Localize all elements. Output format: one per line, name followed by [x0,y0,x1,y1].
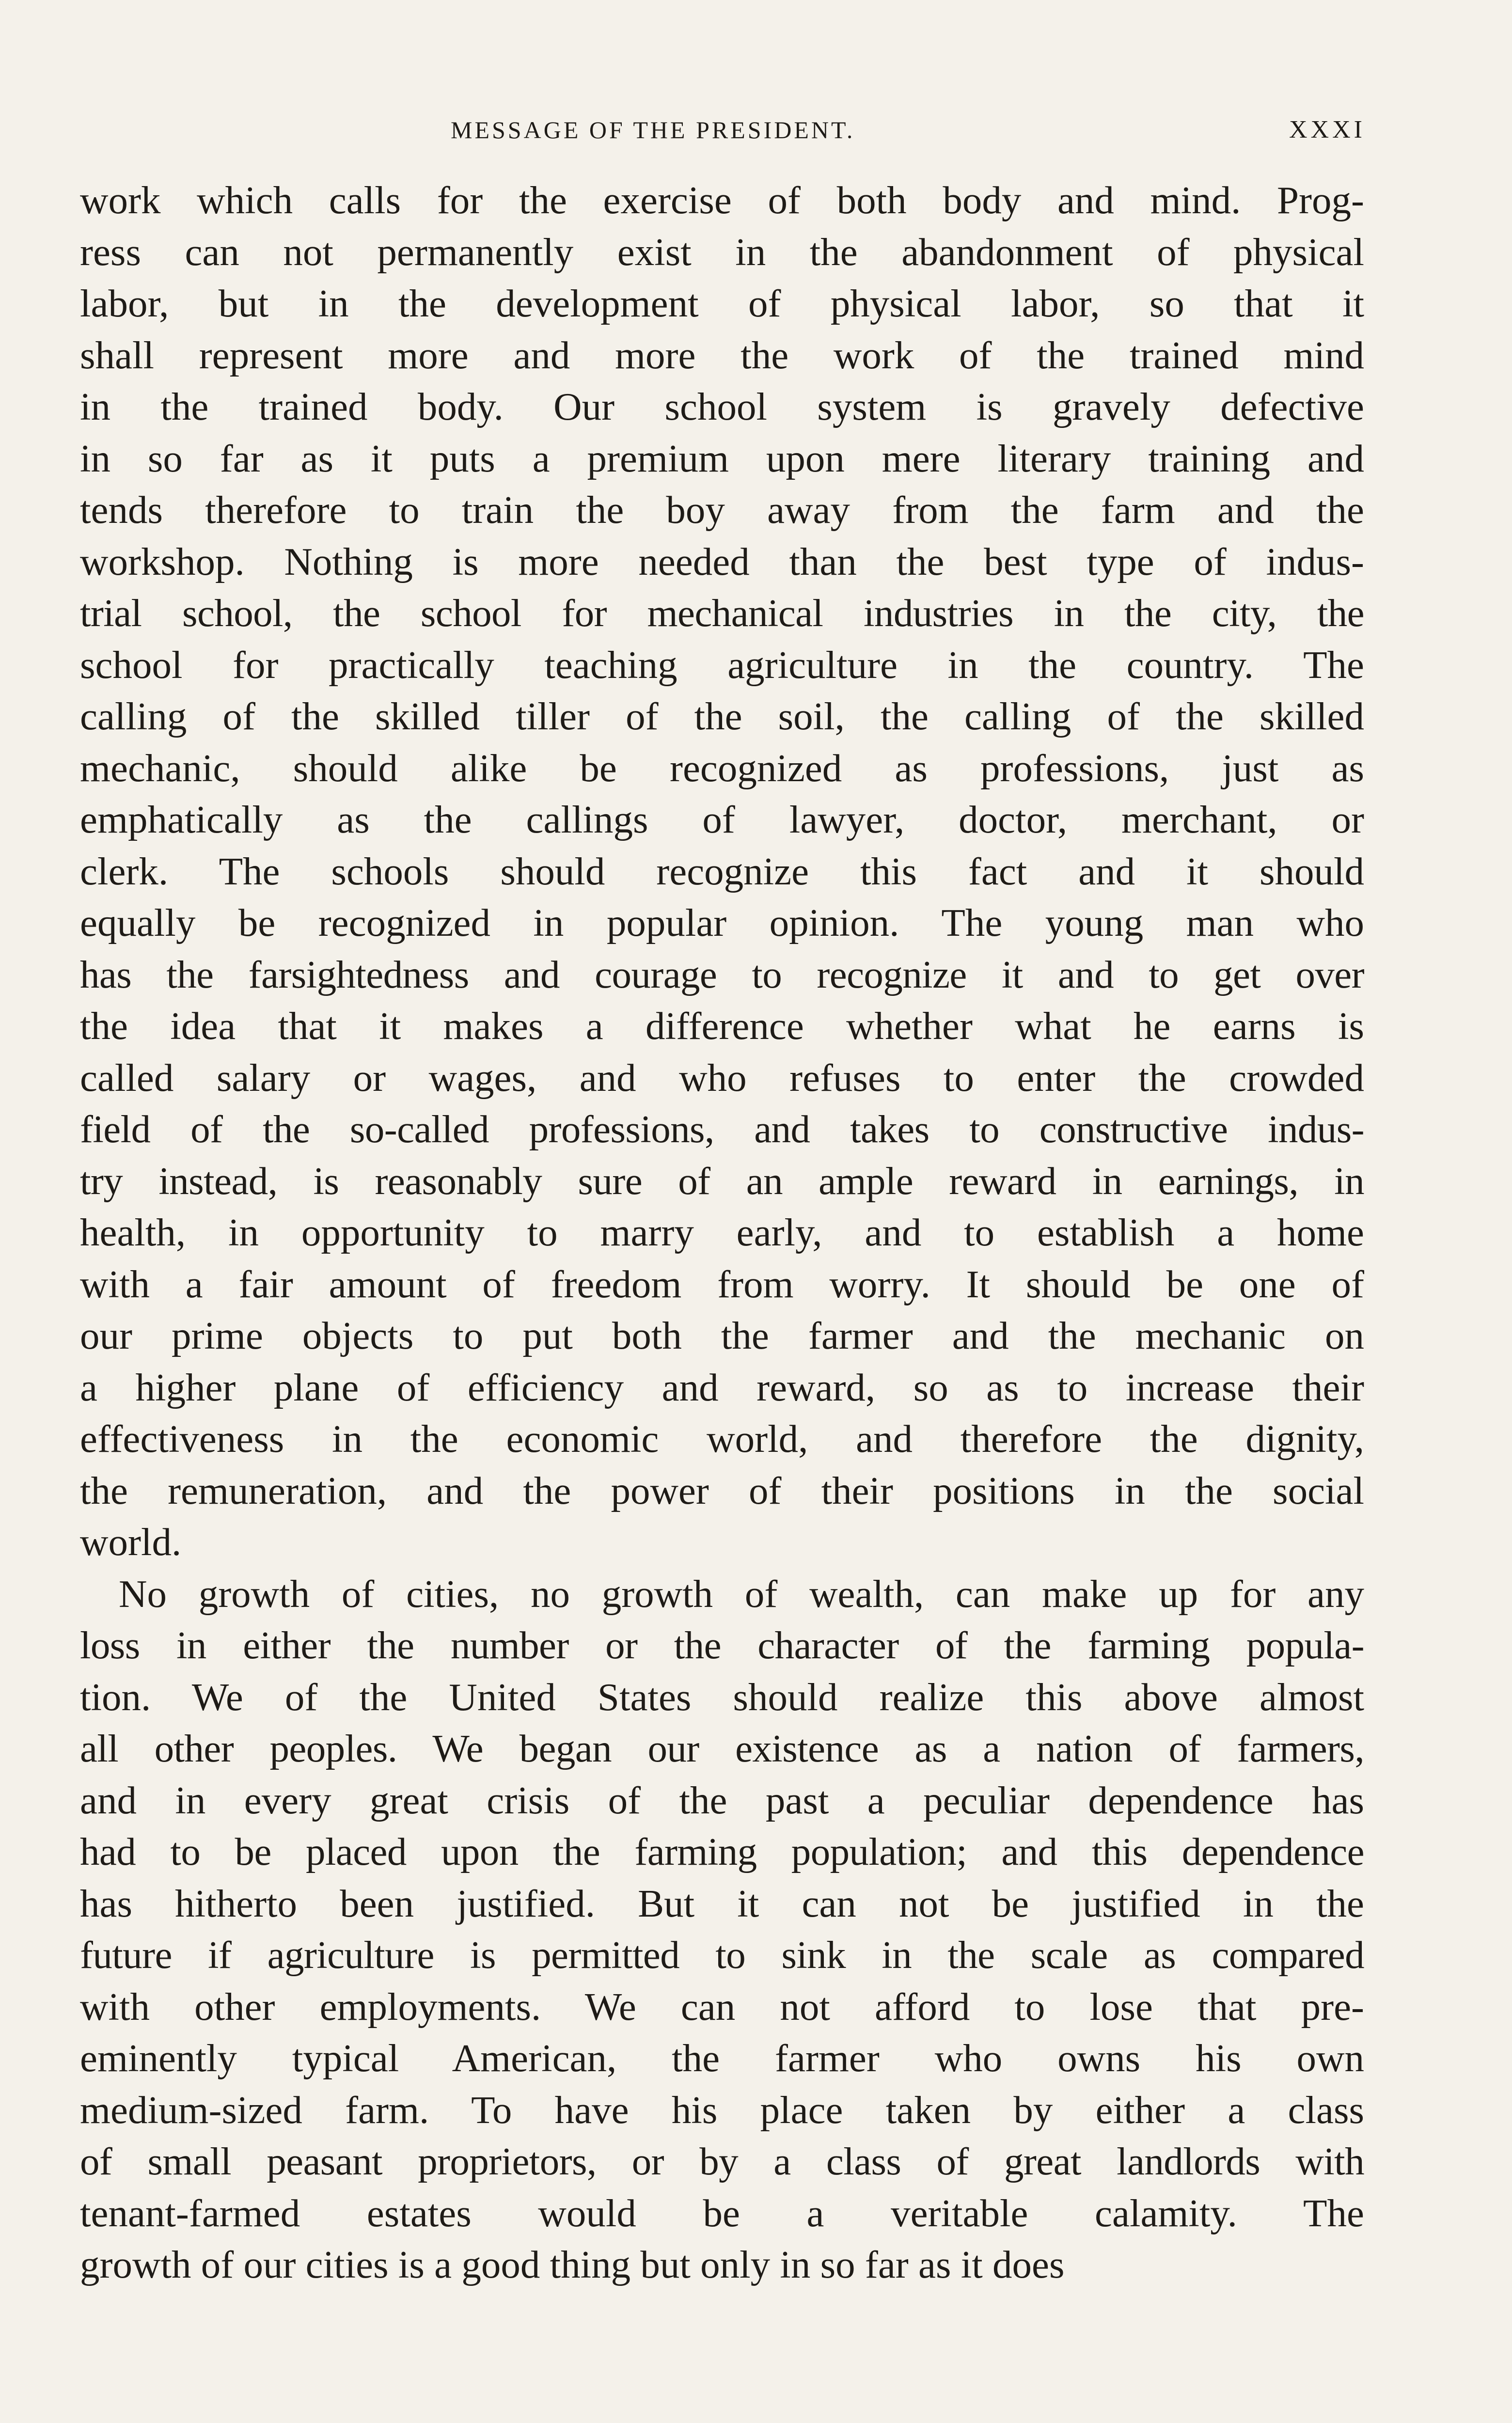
text-line: school for practically teaching agriculture in the country. The [80,643,1364,687]
text-line: work which calls for the exercise of both body and mind. Prog- [80,178,1364,222]
text-line: clerk. The schools should recognize this fact and it should [80,849,1364,893]
text-line: and in every great crisis of the past a peculiar dependence has [80,1778,1364,1822]
text-line: field of the so-called professions, and takes to constructive indus- [80,1107,1364,1151]
text-line: calling of the skilled tiller of the soil, the calling of the skilled [80,694,1364,738]
text-line: has the farsightedness and courage to recognize it and to get over [80,952,1364,996]
text-line: future if agriculture is permitted to sink in the scale as compared [80,1933,1364,1977]
text-line: the idea that it makes a difference whether what he earns is [80,1004,1364,1048]
text-line: emphatically as the callings of lawyer, doctor, merchant, or [80,798,1364,841]
text-line: try instead, is reasonably sure of an ample reward in earnings, in [80,1159,1364,1203]
text-line: has hitherto been justified. But it can not be justified in the [80,1881,1364,1925]
text-line: all other peoples. We began our existence as a nation of farmers, [80,1727,1364,1770]
text-line: of small peasant proprietors, or by a class of great landlords with [80,2140,1364,2183]
text-line: equally be recognized in popular opinion. The young man who [80,901,1364,944]
text-line: the remuneration, and the power of their positions in the social [80,1468,1364,1512]
page-number: XXXI [1289,116,1366,143]
text-line: shall represent more and more the work of the trained mind [80,333,1364,377]
text-line: mechanic, should alike be recognized as professions, just as [80,746,1364,790]
running-header [0,110,1512,149]
text-line: world. [80,1520,182,1564]
paragraph-1 [80,174,1364,1568]
text-line: eminently typical American, the farmer who owns his own [80,2036,1364,2080]
text-line: with other employments. We can not afford to lose that pre- [80,1984,1364,2029]
text-line: effectiveness in the economic world, and therefore the dignity, [80,1417,1364,1461]
text-line: in the trained body. Our school system is gravely defective [80,385,1364,428]
text-line: tenant-farmed estates would be a veritable calamity. The [80,2191,1364,2235]
text-line: in so far as it puts a premium upon mere literary training and [80,436,1364,480]
body-text [80,174,1364,2291]
text-line: had to be placed upon the farming population; and this dependence [80,1830,1364,1873]
running-title: MESSAGE OF THE PRESIDENT. [451,116,855,143]
text-line: tends therefore to train the boy away from the farm and the [80,488,1364,532]
text-line: with a fair amount of freedom from worry. It should be one of [80,1262,1364,1306]
text-line: labor, but in the development of physical labor, so that it [80,282,1364,325]
text-line: trial school, the school for mechanical industries in the city, the [80,591,1364,635]
text-line: ress can not permanently exist in the abandonment of physical [80,230,1364,274]
text-line: called salary or wages, and who refuses to enter the crowded [80,1055,1364,1100]
text-line: loss in either the number or the character of the farming popula- [80,1623,1364,1667]
text-line: our prime objects to put both the farmer and the mechanic on [80,1314,1364,1357]
text-line: tion. We of the United States should realize this above almost [80,1675,1364,1719]
text-line: a higher plane of efficiency and reward, so as to increase their [80,1365,1364,1409]
text-line: health, in opportunity to marry early, and to establish a home [80,1211,1364,1254]
text-line: growth of our cities is a good thing but only in so far as it does [80,2243,1065,2286]
paragraph-2 [80,1568,1364,2291]
text-line: medium-sized farm. To have his place taken by either a class [80,2088,1364,2132]
text-line: No growth of cities, no growth of wealth, can make up for any [119,1572,1364,1616]
text-line: workshop. Nothing is more needed than the best type of indus- [80,539,1364,583]
